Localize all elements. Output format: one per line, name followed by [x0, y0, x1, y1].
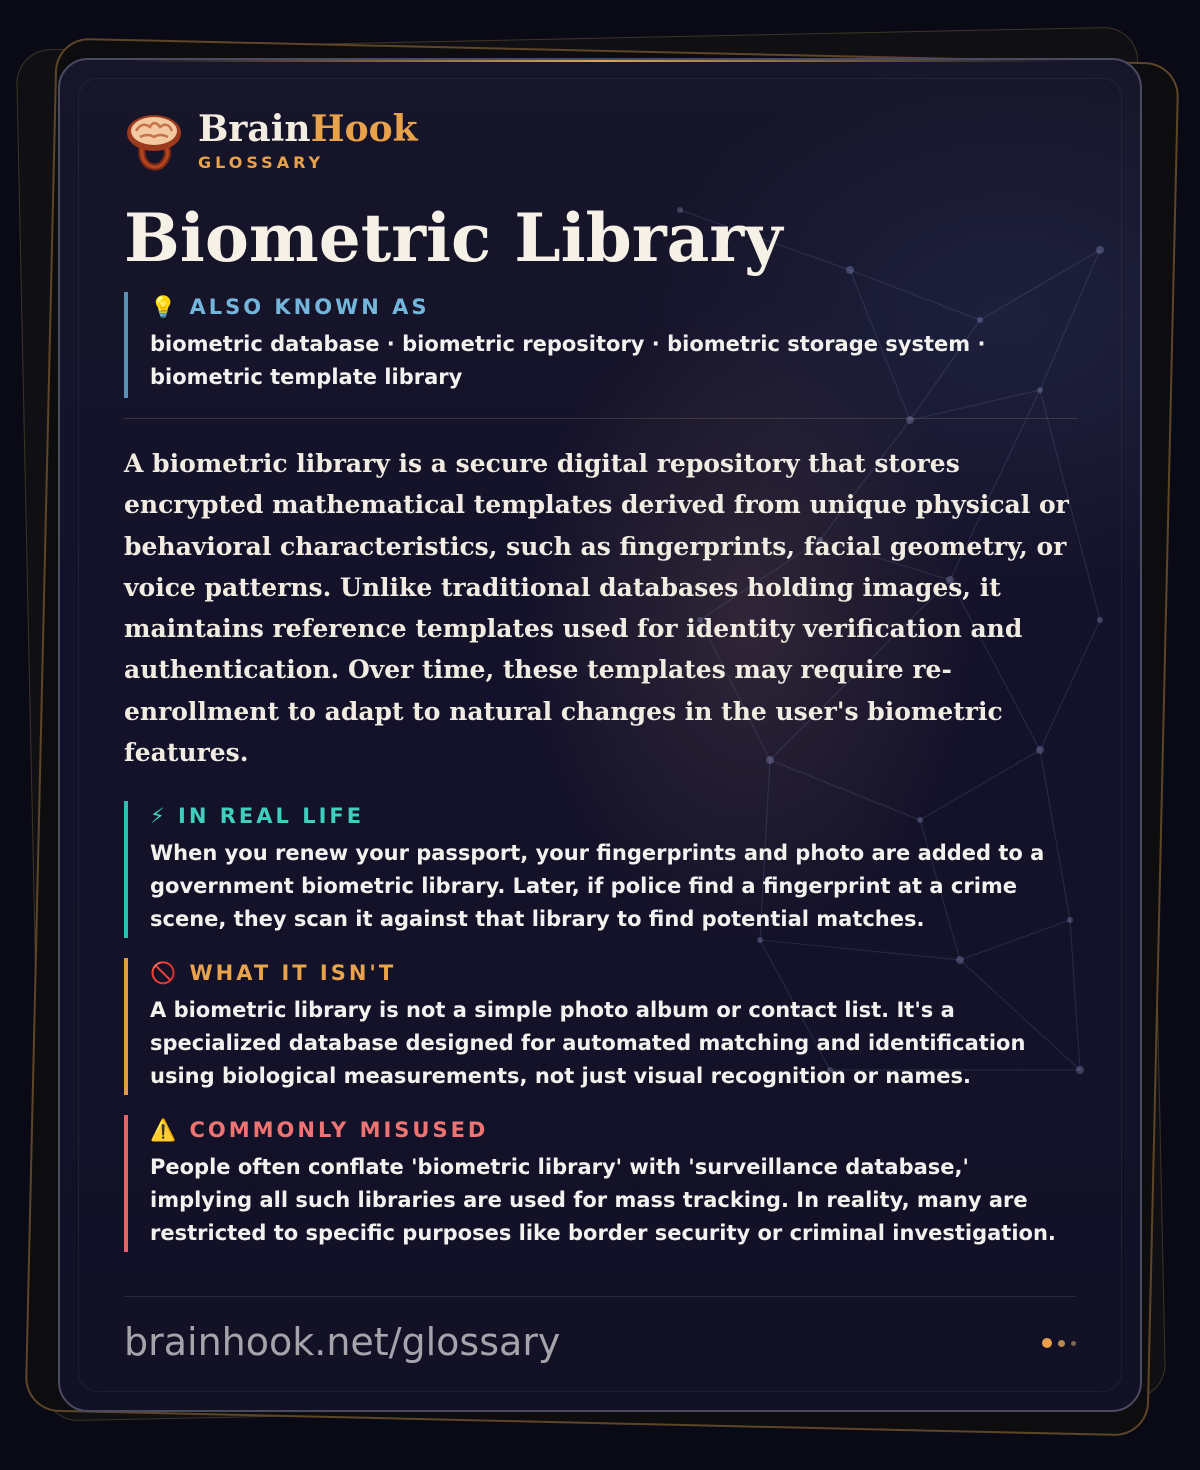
brand — [198, 109, 418, 172]
also-known-as-section — [124, 292, 1078, 398]
in-real-life-label: ⚡ IN REAL LIFE — [150, 804, 365, 829]
brand-name-part1: Brain — [198, 107, 311, 150]
brand-name-part2: Hook — [310, 107, 418, 150]
dot — [1071, 1341, 1076, 1346]
commonly-misused-text: People often conflate 'biometric library' with 'surveillance database,' implying all such libraries are used for mass tracking. In reality, many are restricted to specific purposes like border security or criminal investigation. — [150, 1155, 1056, 1246]
what-it-isnt-section — [124, 958, 1078, 1095]
glossary-card — [58, 58, 1142, 1412]
term-title: Biometric Library — [124, 199, 783, 277]
definition-text: A biometric library is a secure digital repository that stores encrypted mathematical templates derived from unique physical or behavioral characteristics, such as fingerprints, facial geometry, or voice patterns. Unlike traditional databases holding images, it maintains reference templates used for identity verification and authentication. Over time, these templates may require re-enrollment to adapt to natural changes in the user's biometric features. — [124, 449, 1069, 768]
dot — [1058, 1340, 1065, 1347]
commonly-misused-label: ⚠️ COMMONLY MISUSED — [150, 1118, 489, 1143]
brand-subtitle: GLOSSARY — [198, 152, 325, 172]
in-real-life-section — [124, 801, 1078, 938]
also-known-as-label: 💡 ALSO KNOWN AS — [150, 295, 430, 319]
card-content — [124, 106, 1078, 1252]
pagination-dots — [1036, 1338, 1076, 1348]
commonly-misused-section — [124, 1115, 1078, 1252]
brain-hook-icon — [124, 109, 184, 171]
section-divider — [124, 418, 1078, 419]
footer-divider — [124, 1296, 1076, 1297]
brand-name — [198, 109, 418, 149]
footer-url-link[interactable]: brainhook.net/glossary — [124, 1320, 561, 1364]
also-known-as-text: biometric database · biometric repository · biometric storage system · biometric template library — [150, 332, 986, 389]
in-real-life-text: When you renew your passport, your fingerprints and photo are added to a government biometric library. Later, if police find a fingerprint at a crime scene, they scan it against that library to find potential matches. — [150, 841, 1045, 932]
brand-header — [124, 106, 1078, 174]
what-it-isnt-text: A biometric library is not a simple photo album or contact list. It's a specialized database designed for automated matching and identification using biological measurements, not just visual recognition or names. — [150, 998, 1026, 1089]
what-it-isnt-label: 🚫 WHAT IT ISN'T — [150, 961, 397, 986]
dot-active — [1042, 1338, 1052, 1348]
